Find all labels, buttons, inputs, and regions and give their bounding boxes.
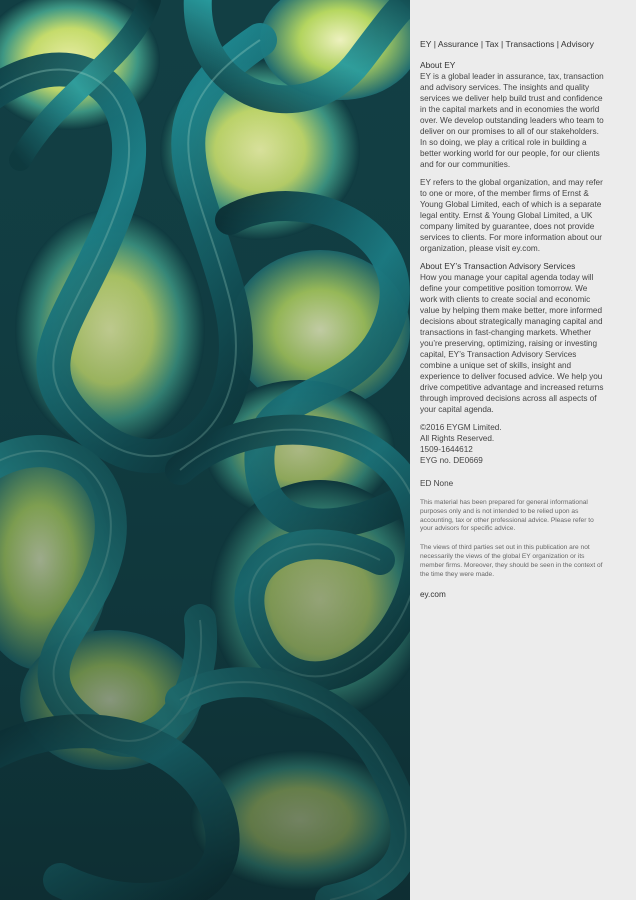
text-column (420, 39, 604, 600)
rights-line: All Rights Reserved. (420, 434, 495, 443)
about-ey-paragraph: EY is a global leader in assurance, tax, transaction and advisory services. The insights and quality services we deliver help build trust and confidence in the capital markets and in economies the world over. We develop outstanding leaders who team to deliver on our promises to all of our stakeholders. In so doing, we play a critical role in building a better working world for our people, for our clients and for our communities. (420, 72, 604, 169)
document-code: 1509-1644612 (420, 445, 473, 454)
service-lines-header: EY | Assurance | Tax | Transactions | Advisory (420, 39, 594, 49)
disclaimer-third-party: The views of third parties set out in this publication are not necessarily the views of the global EY organization or its member firms. Moreover, they should be seen in the context of the time they were made. (420, 544, 603, 578)
disclaimer-advice: This material has been prepared for general informational purposes only and is not intended to be relied upon as accounting, tax or other professional advice. Please refer to your advisors for specific advice. (420, 499, 594, 533)
ed-line: ED None (420, 479, 454, 488)
tas-heading: About EY’s Transaction Advisory Services (420, 261, 576, 271)
about-ey-heading: About EY (420, 60, 456, 70)
website-link[interactable]: ey.com (420, 590, 446, 600)
back-cover-text-panel (410, 0, 636, 900)
tas-paragraph: How you manage your capital agenda today will define your competitive position tomorrow. We work with clients to create social and economic value by helping them make better, more informed decisions about strategically managing capital and transactions in fast-changing markets. Whether you’re preserving, optimizing, raising or investing capital, EY’s Transaction Advisory Services combine a unique set of skills, insight and experience to deliver focused advice. We help you drive competitive advantage and increased returns through improved decisions across all aspects of your capital agenda. (420, 273, 604, 414)
eyg-number: EYG no. DE0669 (420, 456, 483, 465)
copyright-line: ©2016 EYGM Limited. (420, 423, 502, 432)
copyright-block (420, 422, 604, 466)
ey-legal-paragraph: EY refers to the global organization, and may refer to one or more, of the member firms of Ernst & Young Global Limited, each of which is a separate legal entity. Ernst & Young Global Limited, a UK company limited by guarantee, does not provide services to clients. For more information about our organization, please visit ey.com. (420, 178, 603, 253)
